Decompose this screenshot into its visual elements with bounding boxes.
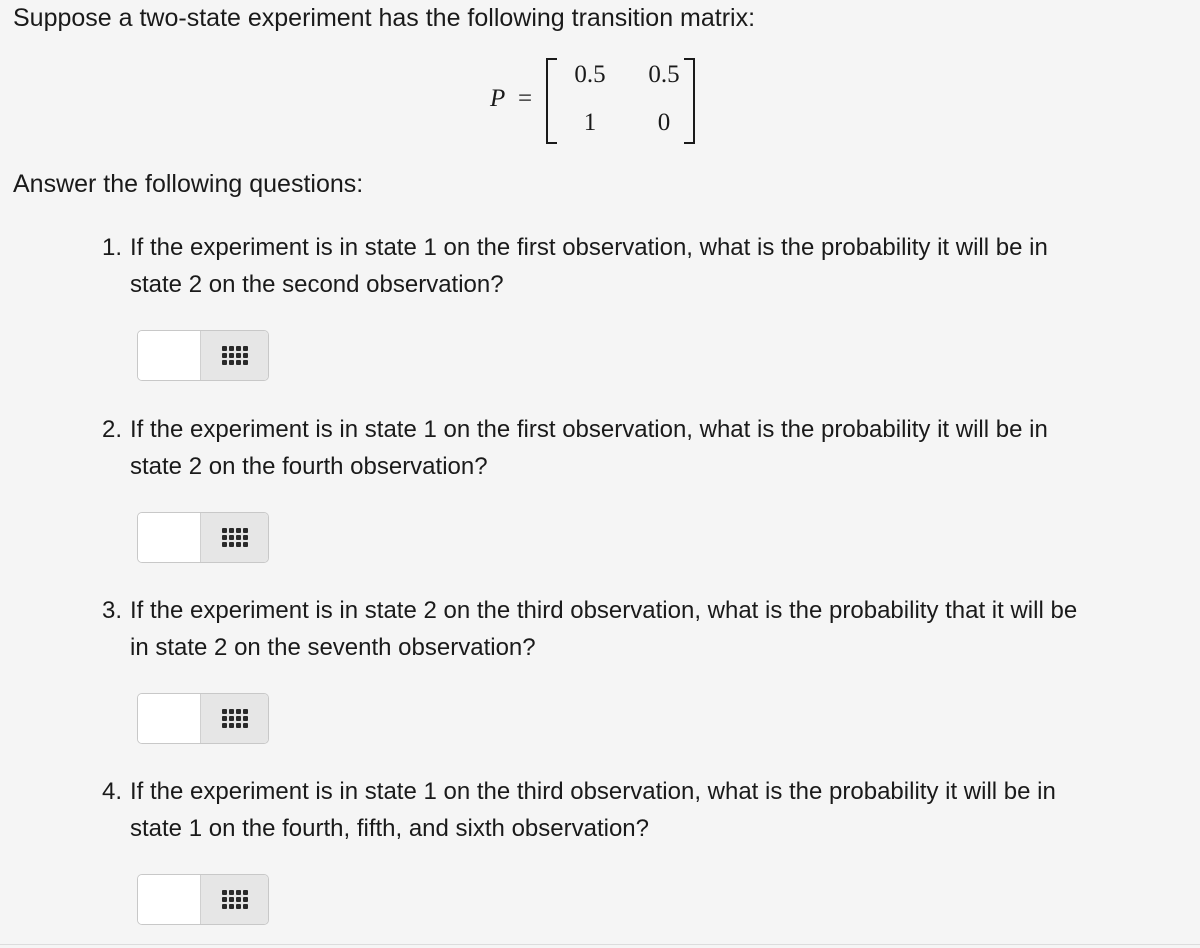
question-number: 4.	[102, 778, 123, 805]
answer-input-2[interactable]	[138, 513, 200, 562]
question-text-cont: state 2 on the fourth observation?	[130, 453, 488, 480]
keypad-button-2[interactable]	[200, 513, 269, 562]
question-number: 2.	[102, 416, 123, 443]
question-text-cont: in state 2 on the seventh observation?	[130, 634, 536, 661]
question-number: 3.	[102, 597, 123, 624]
answer-box-2	[137, 512, 269, 563]
answer-input-1[interactable]	[138, 331, 200, 380]
question-3	[102, 592, 1187, 666]
question-4	[102, 773, 1187, 847]
answer-instructions: Answer the following questions:	[13, 170, 364, 198]
matrix-cell-r2c2: 0	[657, 109, 671, 136]
question-text: If the experiment is in state 1 on the first observation, what is the probability it will be in	[130, 234, 1048, 261]
keypad-icon	[222, 346, 248, 365]
keypad-icon	[222, 890, 248, 909]
question-1	[102, 229, 1187, 303]
matrix-cell-r1c1: 0.5	[574, 61, 606, 88]
keypad-icon	[222, 528, 248, 547]
question-text: If the experiment is in state 2 on the third observation, what is the probability that it will be	[130, 597, 1078, 624]
keypad-button-3[interactable]	[200, 694, 269, 743]
answer-box-3	[137, 693, 269, 744]
answer-box-1	[137, 330, 269, 381]
question-2	[102, 411, 1187, 485]
keypad-icon	[222, 709, 248, 728]
answer-box-4	[137, 874, 269, 925]
problem-intro: Suppose a two-state experiment has the following transition matrix:	[13, 4, 756, 32]
question-number: 1.	[102, 234, 123, 261]
question-text: If the experiment is in state 1 on the third observation, what is the probability it will be in	[130, 778, 1056, 805]
question-text-cont: state 2 on the second observation?	[130, 271, 504, 298]
keypad-button-4[interactable]	[200, 875, 269, 924]
bottom-divider	[0, 944, 1200, 945]
matrix-cell-r2c1: 1	[583, 109, 597, 136]
matrix-cell-r1c2: 0.5	[648, 61, 680, 88]
question-text-cont: state 1 on the fourth, fifth, and sixth observation?	[130, 815, 649, 842]
answer-input-3[interactable]	[138, 694, 200, 743]
matrix-equals: =	[518, 85, 533, 112]
matrix-variable: P	[490, 85, 506, 112]
left-bracket	[546, 58, 557, 144]
question-text: If the experiment is in state 1 on the first observation, what is the probability it will be in	[130, 416, 1048, 443]
answer-input-4[interactable]	[138, 875, 200, 924]
keypad-button-1[interactable]	[200, 331, 269, 380]
